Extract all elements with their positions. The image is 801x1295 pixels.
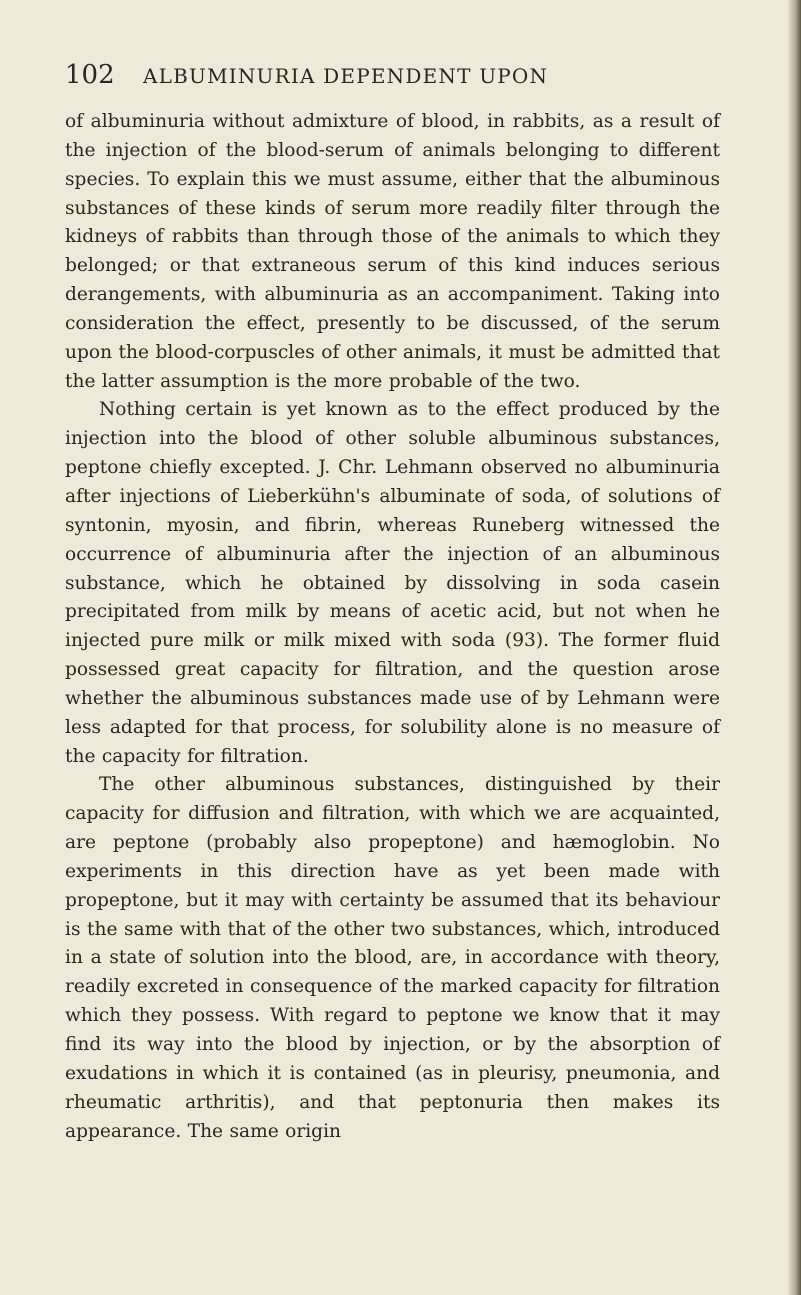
running-title: ALBUMINURIA DEPENDENT UPON [143, 64, 549, 88]
paragraph-1: of albuminuria without admixture of blood, in rabbits, as a result of the injection of the blood-serum of animals belonging to different species. To explain this we must assume, either that the albuminous substances of these kinds of serum more readily filter through the kidneys of rabbits than through those of the animals to which they belonged; or that extraneous serum of this kind induces serious derangements, with albuminuria as an accompaniment. Taking into consideration the effect, presently to be discussed, of the serum upon the blood-corpuscles of other animals, it must be admitted that the latter assumption is the more probable of the two. [65, 111, 720, 392]
page-header [65, 60, 725, 96]
page-number: 102 [65, 60, 115, 90]
page-edge-shadow [787, 0, 801, 1295]
paragraph-2: Nothing certain is yet known as to the effect produced by the injection into the blood of other soluble albuminous substances, peptone chiefly excepted. J. Chr. Lehmann observed no albuminuria after injections of Lieberkühn's albuminate of soda, of solutions of syntonin, myosin, and fibrin, whereas Runeberg witnessed the occurrence of albuminuria after the injection of an albuminous substance, which he obtained by dissolving in soda casein precipitated from milk by means of acetic acid, but not when he injected pure milk or milk mixed with soda (93). The former fluid possessed great capacity for filtration, and the question arose whether the albuminous substances made use of by Lehmann were less adapted for that process, for solubility alone is no measure of the capacity for filtration. [65, 399, 720, 767]
body-text [65, 108, 720, 1146]
paragraph-3: The other albuminous substances, distinguished by their capacity for diffusion and filtration, with which we are acquainted, are peptone (probably also propeptone) and hæmoglobin. No experiments in this direction have as yet been made with propeptone, but it may with certainty be assumed that its behaviour is the same with that of the other two substances, which, introduced in a state of solution into the blood, are, in accordance with theory, readily excreted in consequence of the marked capacity for filtration which they possess. With regard to peptone we know that it may find its way into the blood by injection, or by the absorption of exudations in which it is contained (as in pleurisy, pneumonia, and rheumatic arthritis), and that peptonuria then makes its appearance. The same origin [65, 774, 720, 1142]
